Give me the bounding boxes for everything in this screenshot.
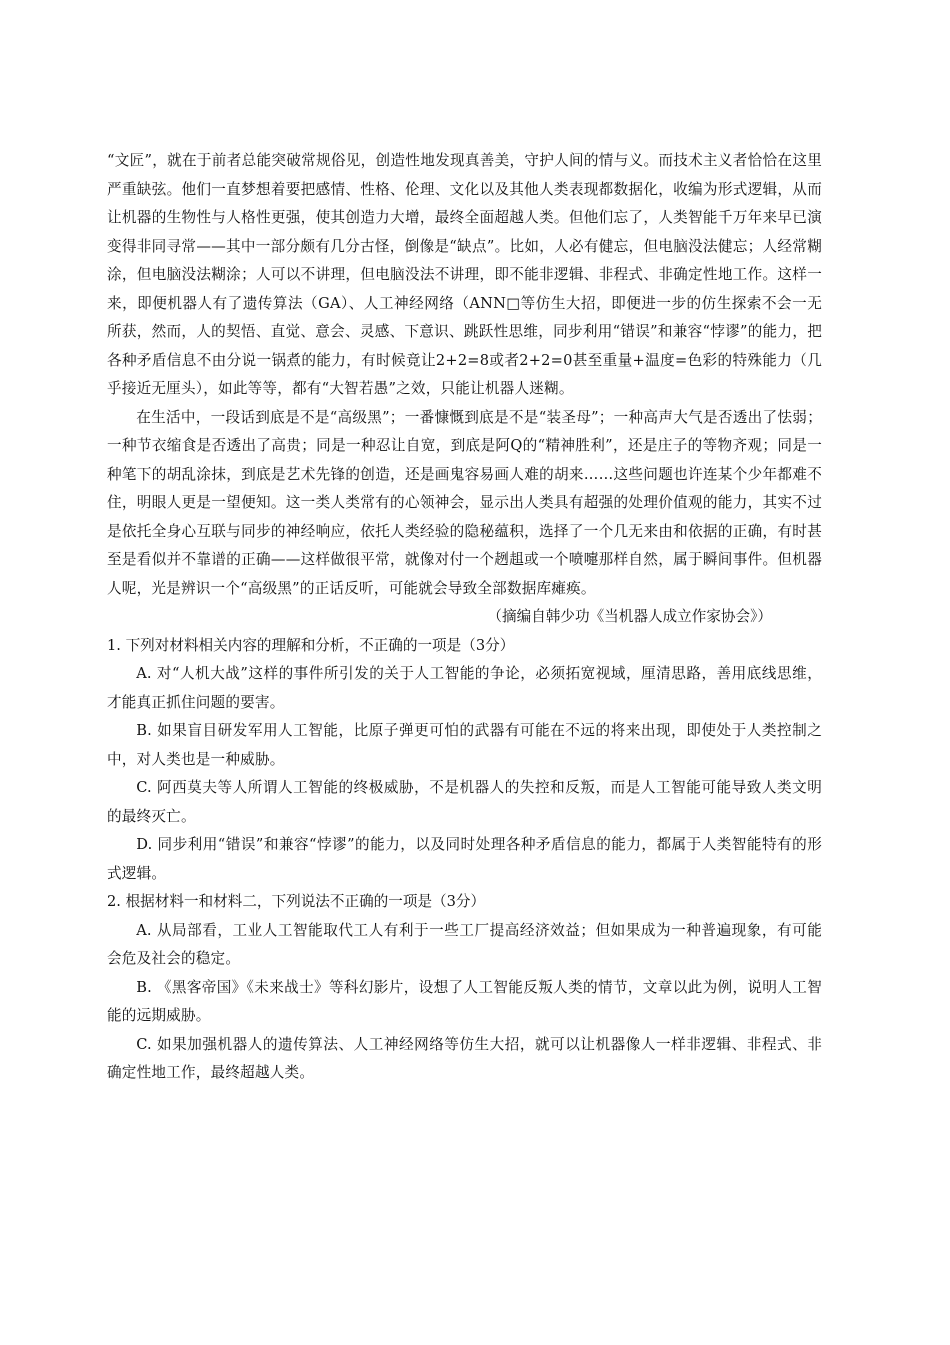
option-a: A. 对“人机大战”这样的事件所引发的关于人工智能的争论，必须拓宽视域，厘清思路，善用底线思维，才能真正抓住问题的要害。 <box>107 665 822 711</box>
option-c: C. 阿西莫夫等人所谓人工智能的终极威胁，不是机器人的失控和反叛，而是人工智能可能导致人类文明的最终灭亡。 <box>107 779 822 825</box>
option-b: B. 《黑客帝国》《未来战士》等科幻影片，设想了人工智能反叛人类的情节，文章以此为例，说明人工智能的远期威胁。 <box>107 978 822 1024</box>
question-1 <box>107 632 822 889</box>
option-a: A. 从局部看，工业人工智能取代工人有利于一些工厂提高经济效益；但如果成为一种普遍现象，有可能会危及社会的稳定。 <box>107 921 822 967</box>
document-page <box>107 147 822 1088</box>
question-2 <box>107 888 822 1088</box>
option-c: C. 如果加强机器人的遗传算法、人工神经网络等仿生大招，就可以让机器像人一样非逻辑、非程式、非确定性地工作，最终超越人类。 <box>107 1035 822 1081</box>
article-paragraph-1: “文匠”，就在于前者总能突破常规俗见，创造性地发现真善美，守护人间的情与义。而技术主义者恰恰在这里严重缺弦。他们一直梦想着要把感情、性格、伦理、文化以及其他人类表现都数据化，收编为形式逻辑，从而让机器的生物性与人格性更强，使其创造力大增，最终全面超越人类。但他们忘了，人类智能千万年来早已演变得非同寻常——其中一部分颇有几分古怪，倒像是“缺点”。比如，人必有健忘，但电脑没法健忘；人经常糊涂，但电脑没法糊涂；人可以不讲理，但电脑没法不讲理，即不能非逻辑、非程式、非确定性地工作。这样一来，即便机器人有了遗传算法（GA）、人工神经网络（ANN□等仿生大招，即便进一步的仿生探索不会一无所获，然而，人的契悟、直觉、意会、灵感、下意识、跳跃性思维，同步利用“错误”和兼容“悖谬”的能力，把各种矛盾信息不由分说一锅煮的能力，有时候竟让2+2=8或者2+2=0甚至重量+温度=色彩的特殊能力（几乎接近无厘头），如此等等，都有“大智若愚”之效，只能让机器人迷糊。 <box>107 152 822 397</box>
option-d: D. 同步利用“错误”和兼容“悖谬”的能力，以及同时处理各种矛盾信息的能力，都属于人类智能特有的形式逻辑。 <box>107 836 822 882</box>
article-source: （摘编自韩少功《当机器人成立作家协会》） <box>487 608 772 625</box>
question-stem: 1. 下列对材料相关内容的理解和分析，不正确的一项是（3分） <box>107 636 515 654</box>
article-paragraph-2: 在生活中，一段话到底是不是“高级黑”；一番慷慨到底是不是“装圣母”；一种高声大气是否透出了怯弱；一种节衣缩食是否透出了高贵；同是一种忍让自宽，到底是阿Q的“精神胜利”，还是庄子的等物齐观；同是一种笔下的胡乱涂抹，到底是艺术先锋的创造，还是画鬼容易画人难的胡来……这些问题也许连某个少年都难不住，明眼人更是一望便知。这一类人类常有的心领神会，显示出人类具有超强的处理价值观的能力，其实不过是依托全身心互联与同步的神经响应，依托人类经验的隐秘蕴积，选择了一个几无来由和依据的正确，有时甚至是看似并不靠谱的正确——这样做很平常，就像对付一个趔趄或一个喷嚏那样自然，属于瞬间事件。但机器人呢，光是辨识一个“高级黑”的正话反听，可能就会导致全部数据库瘫痪。 <box>107 408 822 597</box>
question-stem: 2. 根据材料一和材料二，下列说法不正确的一项是（3分） <box>107 893 486 910</box>
option-b: B. 如果盲目研发军用人工智能，比原子弹更可怕的武器有可能在不远的将来出现，即使处于人类控制之中，对人类也是一种威胁。 <box>107 722 822 768</box>
